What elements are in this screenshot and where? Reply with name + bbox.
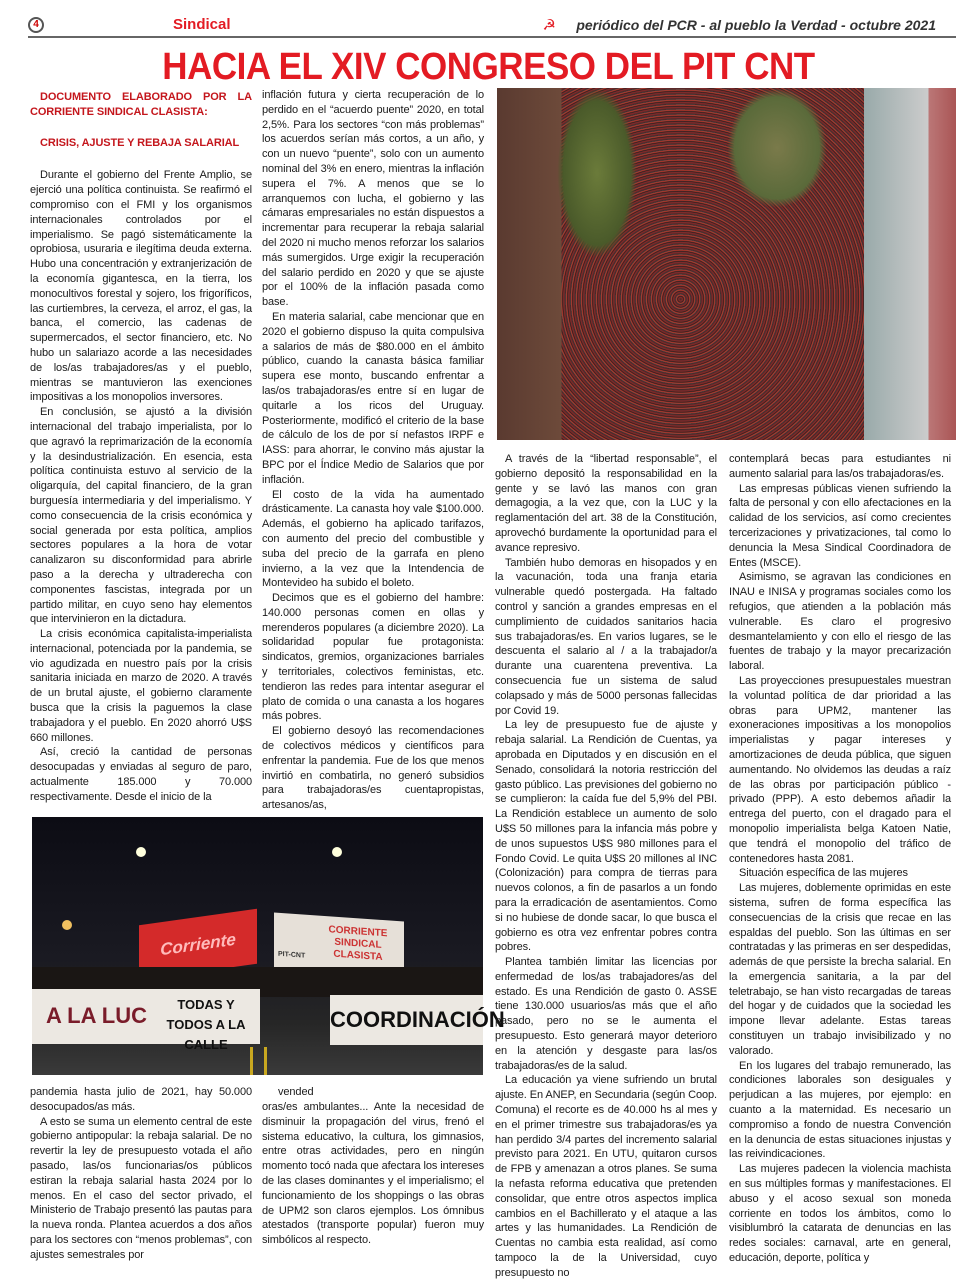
paragraph: vended bbox=[278, 1086, 314, 1098]
paragraph: La ley de presupuesto fue de ajuste y rebaja salarial. La Rendición de Cuentas, ya aprobada en Diputados y en discusión en el Senado, consolidará la notoria restricción del gasto público. Las previsiones del gobierno no se cumplieron: la caída fue del 5,9% del PBI. La Rendición establece un aumento de solo U$S 50 millones para la infancia más pobre y de unos supuestos U$S 980 millones para el Fondo Covid. Le quita U$S 20 millones al INC (Colonización) para compra de tierras para nuevos colonos, a fin de pasarlos a un fondo para la erradicación de asentamientos. Como si no hubiese de donde sacar, lo que busca el gobierno es otra vez enfrentar pobres contra pobres. bbox=[495, 719, 717, 954]
street-light bbox=[332, 847, 342, 857]
trees bbox=[727, 88, 827, 208]
paragraph: oras/es ambulantes... Ante la necesidad de disminuir la propagación del virus, frenó el sistema educativo, la cultura, los gimnasios, entre otras actividades, pero en ningún momento tocó nada que afectara los intereses de las clases dominantes y el imperialismo; el funcionamiento de los shoppings o las obras de UPM2 son claros ejemplos. Los ómnibus atestados (transporte popular) fueron muy simbólicos al respecto. bbox=[262, 1101, 484, 1247]
paragraph: Así, creció la cantidad de personas desocupadas y enviadas al seguro de paro, actualmente 185.000 y 70.000 respectivamente. Desde el inicio de la bbox=[30, 746, 252, 803]
paragraph: El gobierno desoyó las recomendaciones de colectivos médicos y científicos para enfrentar la pandemia. Fue de los que menos invirtió en combatirla, no generó subsidios para trabajadoras/es cuentapropistas, artesanos/as, bbox=[262, 725, 484, 812]
paragraph: También hubo demoras en hisopados y en la vacunación, toda una franja etaria vulnerable quedó postergada. Ha faltado control y sanción a grandes empresas en el cumplimiento de cuidados sanitarios hacia sus trabajadoras/es. En varios lugares, se le descuenta el salario al / a la trabajador/a durante una cuarentena preventiva. La consecuencia fue un sistema de salud colapsado y más de 5000 personas fallecidas por Covid 19. bbox=[495, 556, 717, 717]
paragraph: La crisis económica capitalista-imperialista internacional, potenciada por la pandemia, se vio agudizada en nuestro país por la crisis sanitaria iniciada en marzo de 2020. A través de un brutal ajuste, el gobierno claramente busca que la crisis la paguemos la clase trabajadora y el pueblo. En 2020 ahorró U$S 660 millones. bbox=[30, 628, 252, 744]
paragraph: inflación futura y cierta recuperación de lo perdido en el “acuerdo puente” 2020, en total 2,5%. Para los sectores “con más problemas” los acuerdos serían más cortos, a un año, y con un nuevo “puente”, solo con un aumento nominal del 3% en enero, mientras la inflación supera el 7%. A menos que se lo arranquemos con lucha, el gobierno y las cámaras empresariales no están dispuestos a incrementar para recuperar la rebaja salarial del 2020 ni mucho menos reforzar los salarios más sumergidos. Urge exigir la recuperación del salario perdido en 2020 y que se ajuste por el 100% de la inflación pasada como base. bbox=[262, 89, 484, 309]
red-banner: Corriente bbox=[139, 909, 257, 981]
street-light bbox=[136, 847, 146, 857]
paragraph: contemplará becas para estudiantes ni aumento salarial para las/os trabajadoras/es. bbox=[729, 453, 951, 480]
banner-text: TODAS Y TODOS A LA CALLE bbox=[166, 997, 246, 1052]
paragraph: En los lugares del trabajo remunerado, las condiciones laborales son desiguales y perjudican a las mujeres, por ejemplo: en cuanto a la maternidad. Es necesario un compromiso a fondo de nuestra Convención en la denuncia de estas situaciones injustas y las reivindicaciones. bbox=[729, 1059, 951, 1161]
page-header bbox=[28, 16, 956, 38]
paragraph: Las mujeres padecen la violencia machista en sus múltiples formas y manifestaciones. El abuso y el acoso sexual son moneda corriente en todos los ámbitos, como lo visiblumbró la catarata de denuncias en las redes sociales: carnaval, arte en general, educación, deporte, política y bbox=[729, 1163, 951, 1265]
night-march-photo bbox=[32, 817, 505, 1075]
paragraph: Decimos que es el gobierno del hambre: 140.000 personas comen en ollas y merenderos populares (a diciembre 2020). La solidaridad popular fue protagonista: sindicatos, gremios, organizaciones barriales y territoriales, colectivos feministas, etc. tendieron las redes para intentar asegurar el plato de comida o una canasta a los hogares más pobres. bbox=[262, 592, 484, 723]
banner-text: PIT-CNT bbox=[278, 950, 306, 960]
banner-text: A LA LUC bbox=[46, 1003, 148, 1028]
paragraph: El costo de la vida ha aumentado drásticamente. La canasta hoy vale $100.000. Además, el gobierno ha aplicado tarifazos, con aumento del precio del combustible y suba del precio de la garrafa en pleno invierno, a la vez que la Intendencia de Montevideo ha subido el boleto. bbox=[262, 488, 484, 590]
subheading: Situación específica de las mujeres bbox=[739, 867, 908, 880]
paragraph: pandemia hasta julio de 2021, hay 50.000 desocupados/as más. bbox=[30, 1086, 252, 1113]
kicker: DOCUMENTO ELABORADO POR LA CORRIENTE SINDICAL CLASISTA: bbox=[30, 91, 252, 118]
section-label: Sindical bbox=[173, 16, 231, 33]
hammer-sickle-icon: ☭ bbox=[542, 17, 556, 34]
subheading: CRISIS, AJUSTE Y REBAJA SALARIAL bbox=[40, 136, 240, 149]
road-line bbox=[250, 1047, 253, 1075]
banner-text: CORRIENTE SINDICAL CLASISTA bbox=[328, 924, 388, 964]
column-1-continued bbox=[30, 1085, 252, 1265]
luc-banner bbox=[32, 989, 260, 1052]
coordinacion-banner: COORDINACIÓN bbox=[330, 995, 483, 1045]
paragraph: En materia salarial, cabe mencionar que en 2020 el gobierno dispuso la quita compulsiva a salarios de más de $80.000 en el ámbito público, cuando la canasta básica familiar supera ese monto, buscando enfrentar a las/os trabajadoras/es entre sí en lugar de quitarle a los ricos del Uruguay. Posteriormente, modificó el criterio de la base de cálculo de los de por sí nefastos IRPF e IASS: para ahorrar, le convino más ajustar la BPC por el Índice Medio de Salarios que por inflación. bbox=[262, 310, 484, 486]
paragraph: Las mujeres, doblemente oprimidas en este sistema, sufren de forma específica las consecuencias de la crisis que recae en las espaldas del pueblo. Son las últimas en ser contratadas y las primeras en ser despedidas, además de que persiste la brecha salarial. En la emergencia sanitaria, a la par del teletrabajo, se han visto recargadas de tareas del hogar y de cuidados que la sociedad les impone llevar adelante. Estas tareas constituyen un trabajo invisibilizado y no valorado. bbox=[729, 882, 951, 1057]
paragraph: Las empresas públicas vienen sufriendo la falta de personal y con ello afectaciones en la calidad de los servicios, así como crecientes tercerizaciones y privatizaciones, tal como lo denuncia la Mesa Sindical Coordinadora de Entes (MSCE). bbox=[729, 482, 951, 569]
aerial-march-photo bbox=[497, 88, 956, 440]
headline: HACIA EL XIV CONGRESO DEL PIT CNT bbox=[162, 46, 815, 88]
column-2 bbox=[262, 88, 484, 812]
paper-tagline: periódico del PCR - al pueblo la Verdad - octubre 2021 bbox=[576, 17, 936, 33]
paragraph: En conclusión, se ajustó a la división internacional del trabajo imperialista, por lo que agravó la reprimarización de la economía y la desindustrialización. En esencia, esta política continuista estuvo al servicio de la oligarquía, del capital financiero, de la gran burguesía intermediaria y del imperialismo. Y como consecuencia de la crisis económica y social generada por esta política, amplios sectores populares a la hora de votar canalizaron su disconformidad para abrirle paso a la derecha y ultraderecha con componentes fascistas, integrada por un partido militar, en cuyo seno hay elementos que intervinieron en la dictadura. bbox=[30, 406, 252, 626]
paragraph: Plantea también limitar las licencias por enfermedad de los/as trabajadores/as del estado. Es una Rendición de gasto 0. ASSE tiene 130.000 usuarios/as más que el año pasado, pero no se le aumenta el presupuesto. Esto generará mayor deterioro en la atención y desgaste para las/os trabajadoras/es de la salud. bbox=[495, 956, 717, 1072]
paragraph: La educación ya viene sufriendo un brutal ajuste. En ANEP, en Secundaria (según Coop. Comuna) el recorte es de 40.000 hs al mes y en el primer trimestre sus trabajadoras/es ya han perdido 3/4 partes del incremento salarial previsto para 2021. En UTU, quitaron cursos de FPB y amenazan a otros planes. Se suma la nefasta reforma educativa que pretenden consolidar, que entre otros aspectos implica cambios en el Bachillerato y el ataque a las artes y las humanidades. La Rendición de Cuentas no cambia esta realidad, así como tampoco la de la Universidad, cuyo presupuesto no bbox=[495, 1074, 717, 1279]
paragraph: A través de la “libertad responsable”, el gobierno depositó la responsabilidad en la gente y se lavó las manos con gran demagogia, a la vez que, con la LUC y la reglamentación del art. 38 de la Constitución, aprovechó burdamente la oportunidad para el avance represivo. bbox=[495, 453, 717, 554]
column-2-continued bbox=[262, 1100, 484, 1265]
street-light bbox=[62, 920, 72, 930]
paragraph: Las proyecciones presupuestales muestran la voluntad política de dar prioridad a las obras para UPM2, mantener las exoneraciones impositivas a los monopolios imperialistas y pagar intereses y amortizaciones de deuda pública, que siguen aumentando. No olvidemos las deudas a raíz de las obras por participación público - privado (PPP). A esto debemos añadir la entrega del puerto, con el dragado para el monopolio imperialista belga Katoen Natie, que tendrá el monopolio del tráfico de contenedores hasta 2081. bbox=[729, 674, 951, 865]
paragraph: Asimismo, se agravan las condiciones en INAU e INISA y programas sociales como los refugios, que atienden a la población más vulnerable. Es claro el progresivo desmantelamiento y con ello el riesgo de las fuentes de trabajo y la mayor precarización laboral. bbox=[729, 571, 951, 673]
column-3 bbox=[495, 452, 717, 1279]
column-4 bbox=[729, 452, 951, 1264]
column-1 bbox=[30, 90, 252, 812]
paragraph: A esto se suma un elemento central de este gobierno antipopular: la rebaja salarial. De no revertir la ley de presupuesto votada el año pasado, las/os funcionarias/os públicos estiran la rebaja salarial hasta 2024 por lo menos. En el caso del sector privado, el Ministerio de Trabajo presentó las pautas para la nueva ronda. Plantea acuerdos a dos años para los sectores con “menos problemas”, con ajustes semestrales por bbox=[30, 1115, 252, 1261]
trees bbox=[557, 88, 637, 258]
paragraph: Durante el gobierno del Frente Amplio, se ejerció una política continuista. Se reafirmó el compromiso con el FMI y los organismos internacionales controlados por el imperialismo. Se pagó sistemáticamente la oprobiosa, usuraria e ilegítima deuda externa. Hubo una concentración y extranjerización de la economía gigantesca, en la tierra, los monocultivos forestal y sojero, los frigoríficos, las curtiembres, la cerveza, el arroz, el gas, la banca, el comercio, las cadenas de supermercados, el sector financiero, etc. No hubo un salariazo acorde a las necesidades de los/as trabajadores/as y el pueblo, mientras se mantuvieron las exenciones impositivas a los monopolios inversores. bbox=[30, 169, 252, 404]
page-number: 4 bbox=[28, 17, 44, 33]
